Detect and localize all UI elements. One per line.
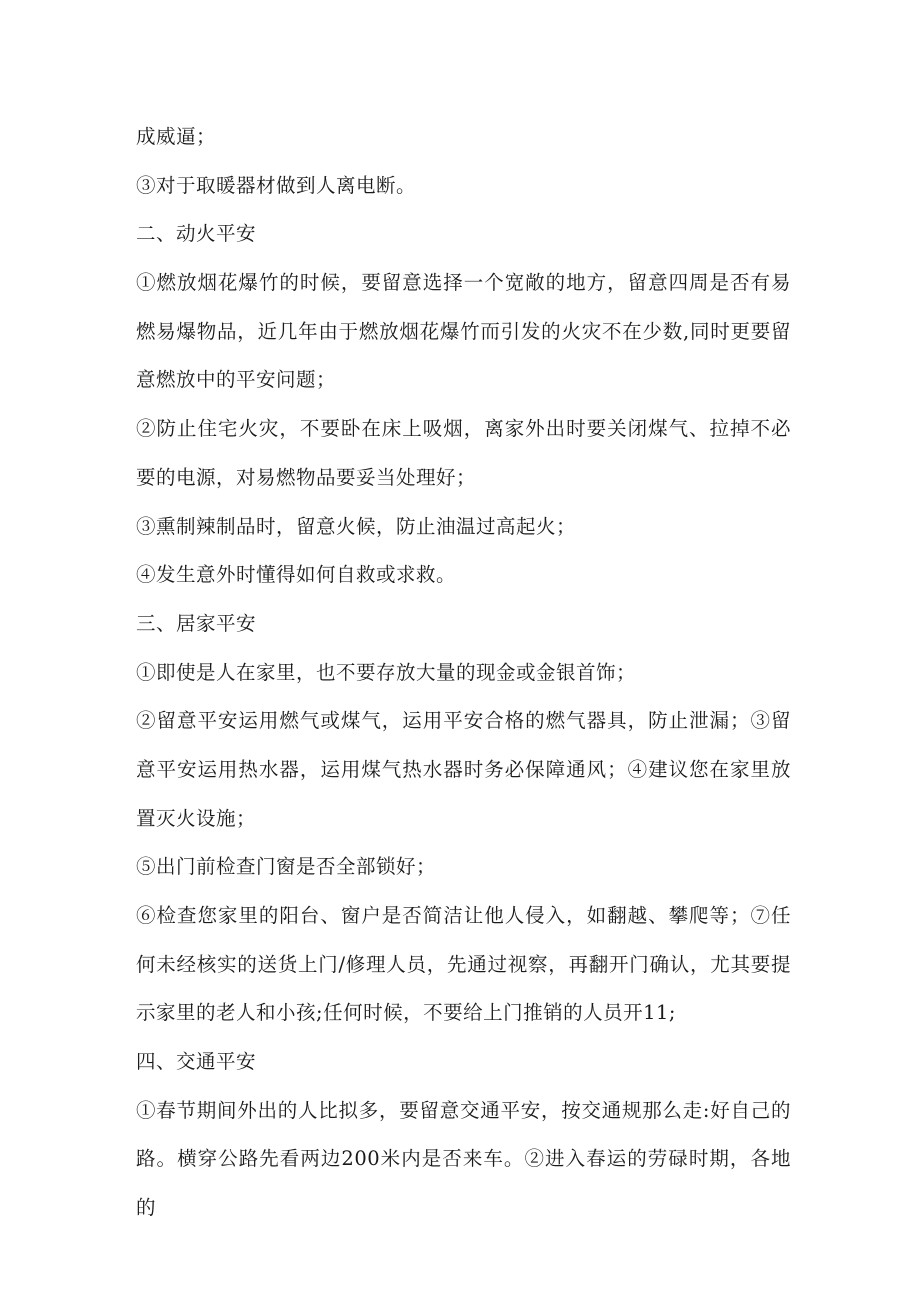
- text-line: 意燃放中的平安问题；: [136, 368, 337, 392]
- text-line: 成威逼；: [136, 125, 217, 148]
- text-line: ①即使是人在家里，也不要存放大量的现金或金银首饰；: [136, 660, 637, 684]
- section-heading: 三、居家平安: [136, 611, 257, 635]
- text-line: ③对于取暖器材做到人离电断。: [136, 173, 417, 197]
- section-heading: 四、交通平安: [136, 1050, 257, 1074]
- text-line: 置灭火设施；: [136, 806, 257, 830]
- text-line: 意平安运用热水器，运用煤气热水器时务必保障通风；④建议您在家里放: [136, 757, 791, 781]
- text-line: ④发生意外时懂得如何自救或求救。: [136, 563, 457, 587]
- text-line: 示家里的老人和小孩;任何时候，不要给上门推销的人员开11;: [136, 1001, 676, 1025]
- text-line: ②防止住宅火灾，不要卧在床上吸烟，离家外出时要关闭煤气、拉掉不必: [136, 417, 791, 441]
- text-line: 何未经核实的送货上门/修理人员，先通过视察，再翻开门确认，尤其要提: [136, 952, 791, 976]
- text-line: ②留意平安运用燃气或煤气，运用平安合格的燃气器具，防止泄漏；③留: [136, 709, 791, 733]
- document-body: [136, 113, 791, 1220]
- text-line: 路。横穿公路先看两边200米内是否来车。②进入春运的劳碌时期，各地的: [136, 1147, 791, 1220]
- text-line: 要的电源，对易燃物品要妥当处理好；: [136, 465, 477, 489]
- section-heading: 二、动火平安: [136, 222, 257, 246]
- text-line: ⑥检查您家里的阳台、窗户是否简洁让他人侵入，如翻越、攀爬等；⑦任: [136, 904, 791, 927]
- text-line: ⑤出门前检查门窗是否全部锁好；: [136, 855, 437, 879]
- text-line: ①燃放烟花爆竹的时候，要留意选择一个宽敞的地方，留意四周是否有易: [136, 271, 791, 295]
- text-line: ①春节期间外出的人比拟多，要留意交通平安，按交通规那么走:好自己的: [136, 1098, 791, 1122]
- text-line: ③熏制辣制品时，留意火候，防止油温过高起火；: [136, 514, 577, 538]
- text-line: 燃易爆物品，近几年由于燃放烟花爆竹而引发的火灾不在少数,同时更要留: [136, 319, 791, 343]
